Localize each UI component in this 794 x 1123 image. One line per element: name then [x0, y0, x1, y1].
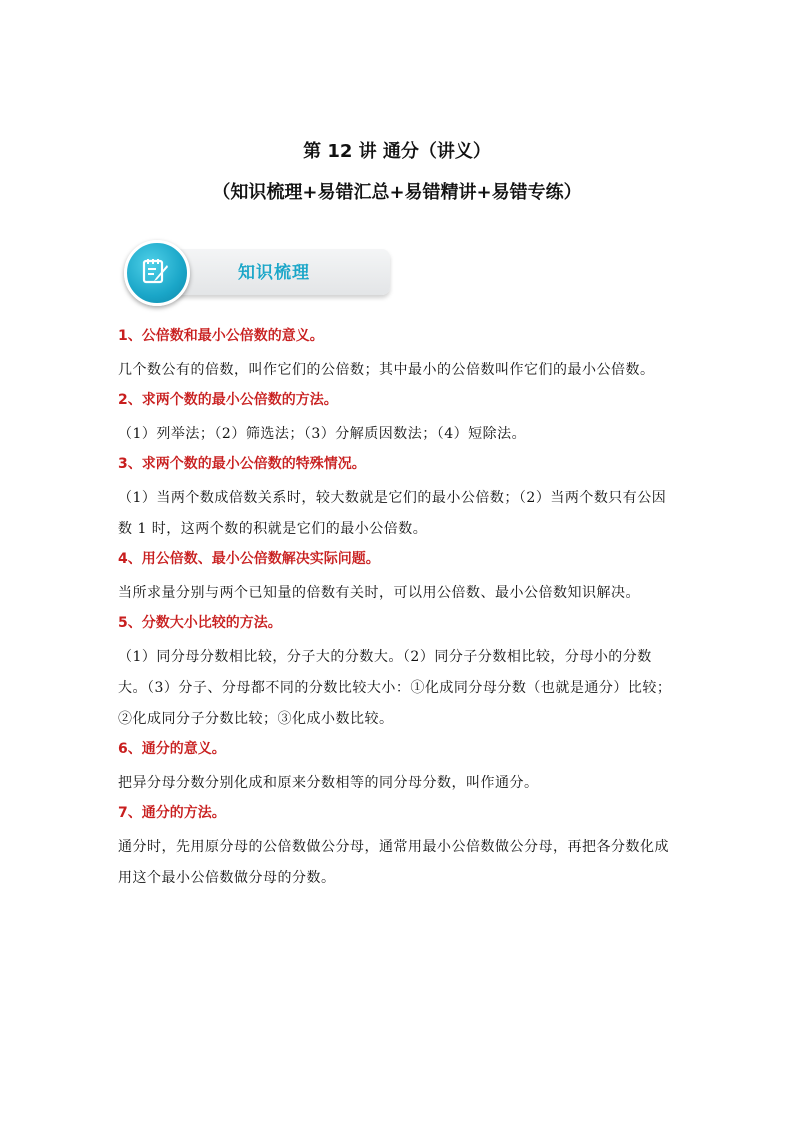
- section-body: （1）当两个数成倍数关系时，较大数就是它们的最小公倍数；（2）当两个数只有公因数 1 时，这两个数的积就是它们的最小公倍数。: [118, 490, 667, 537]
- section-item: [118, 803, 678, 894]
- section-heading: 1、公倍数和最小公倍数的意义。: [118, 328, 324, 344]
- notepad-pen-icon: [141, 256, 171, 286]
- section-item: [118, 326, 678, 386]
- banner-label: 知识梳理: [238, 263, 310, 283]
- section-item: [118, 390, 678, 450]
- section-item: [118, 739, 678, 799]
- section-heading: 7、通分的方法。: [118, 805, 226, 821]
- page-subtitle: （知识梳理+易错汇总+易错精讲+易错专练）: [212, 182, 582, 203]
- section-body: 当所求量分别与两个已知量的倍数有关时，可以用公倍数、最小公倍数知识解决。: [118, 585, 640, 601]
- section-body: 几个数公有的倍数，叫作它们的公倍数；其中最小的公倍数叫作它们的最小公倍数。: [118, 362, 655, 378]
- page-title: 第 12 讲 通分（讲义）: [303, 141, 491, 162]
- section-body: （1）列举法；（2）筛选法；（3）分解质因数法；（4）短除法。: [118, 426, 527, 442]
- banner-badge: [124, 240, 190, 306]
- knowledge-list: [118, 326, 678, 898]
- section-body: 通分时，先用原分母的公倍数做公分母，通常用最小公倍数做公分母，再把各分数化成用这个最小公倍数做分母的分数。: [118, 839, 669, 886]
- section-heading: 2、求两个数的最小公倍数的方法。: [118, 392, 338, 408]
- section-heading: 6、通分的意义。: [118, 741, 226, 757]
- section-heading: 5、分数大小比较的方法。: [118, 615, 282, 631]
- section-heading: 3、求两个数的最小公倍数的特殊情况。: [118, 456, 366, 472]
- section-item: [118, 613, 678, 735]
- section-body: 把异分母分数分别化成和原来分数相等的同分母分数，叫作通分。: [118, 775, 539, 791]
- section-item: [118, 454, 678, 545]
- section-body: （1）同分母分数相比较，分子大的分数大。（2）同分子分数相比较，分母小的分数大。（3）分子、分母都不同的分数比较大小：①化成同分母分数（也就是通分）比较；②化成同分子分数比较；③化成小数比较。: [118, 649, 672, 727]
- section-banner: [122, 240, 390, 302]
- section-heading: 4、用公倍数、最小公倍数解决实际问题。: [118, 551, 380, 567]
- section-item: [118, 549, 678, 609]
